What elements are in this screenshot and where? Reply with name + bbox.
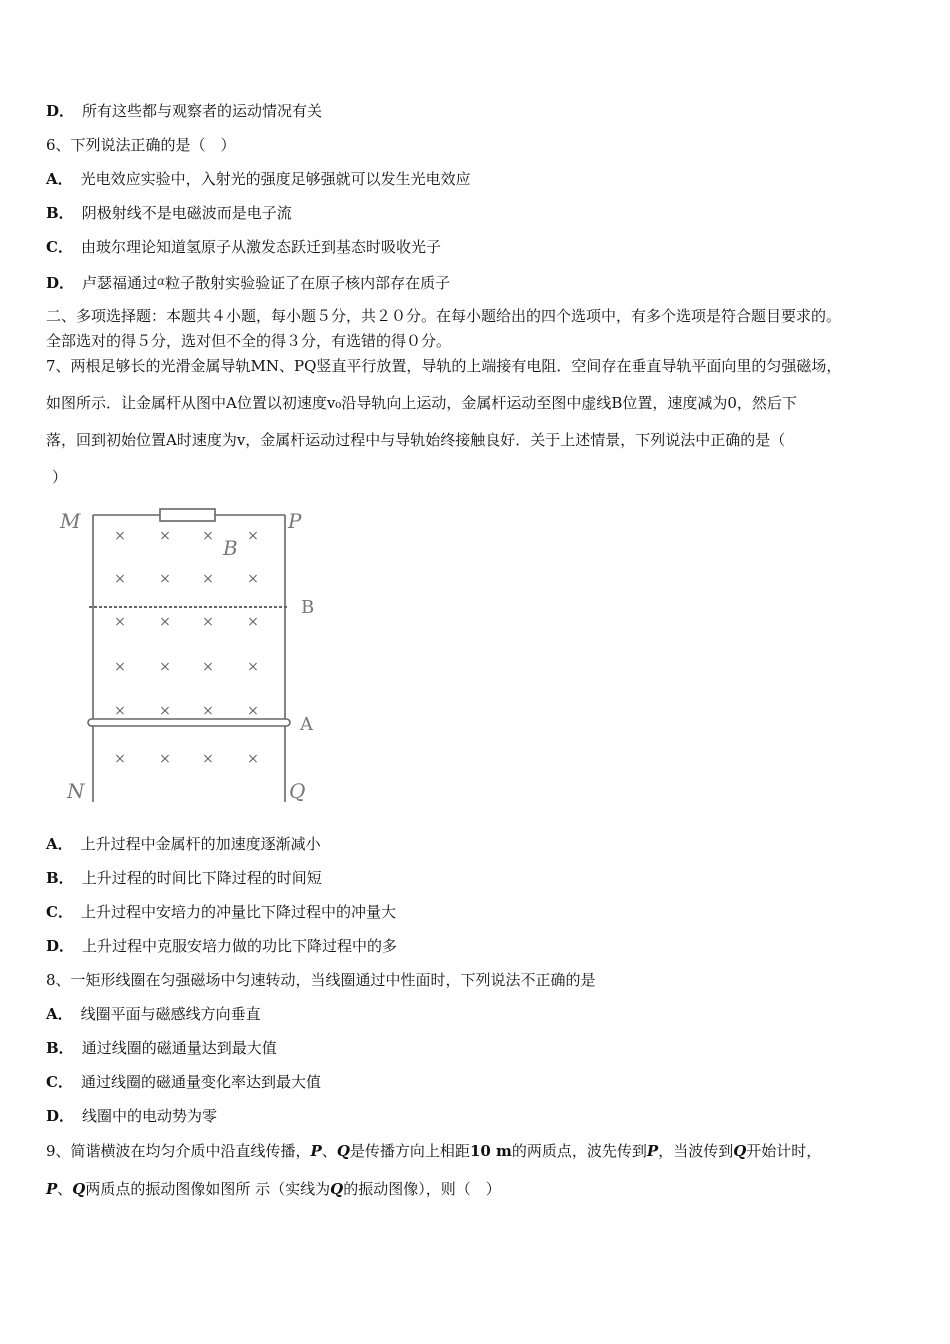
label-p: P [288,509,302,533]
metal-rod [88,719,290,726]
q9-text: 9、简谐横波在均匀介质中沿直线传播， [46,1142,311,1160]
field-cross: × [247,528,259,544]
option-text: 线圈平面与磁感线方向垂直 [80,1005,261,1023]
field-cross: × [247,751,259,767]
point-p: P [646,1142,659,1160]
field-cross: × [114,703,126,719]
option-letter: B． [46,869,74,887]
field-cross: × [202,703,214,719]
point-q: Q [72,1180,86,1198]
label-q: Q [289,779,306,803]
field-cross: × [159,571,171,587]
option-text-before: 卢瑟福通过 [82,274,158,292]
q7-option-a [46,835,321,853]
alpha-symbol: α [157,274,166,288]
option-letter: D． [46,1107,75,1125]
field-cross: × [159,528,171,544]
q9-stem-line1 [46,1142,821,1160]
field-cross: × [159,614,171,630]
q8-option-d [46,1107,217,1125]
label-line-b: B [301,597,315,618]
option-text: 光电效应实验中，入射光的强度足够强就可以发生光电效应 [80,170,471,188]
field-cross: × [247,659,259,675]
section2-line1: 二、多项选择题：本题共４小题，每小题５分，共２０分。在每小题给出的四个选项中，有多个选项是符合题目要求的。 [46,307,842,325]
q9-text: 的两质点，波先传到 [511,1142,647,1160]
q5-option-d [46,102,322,120]
option-letter: B． [46,1039,74,1057]
option-letter: B． [46,204,74,222]
q9-text: 两质点的振动图像如图所 示（实线为 [85,1180,331,1198]
q7-stem-line4: ） [52,468,68,486]
field-cross: × [202,751,214,767]
q8-stem: 8、一矩形线圈在匀强磁场中匀速转动，当线圈通过中性面时，下列说法不正确的是 [46,971,596,989]
section2-line2: 全部选对的得５分，选对但不全的得３分，有选错的得０分。 [46,332,452,350]
label-n: N [67,779,85,803]
option-letter: D． [46,937,75,955]
field-cross: × [159,703,171,719]
option-text: 由玻尔理论知道氢原子从激发态跃迁到基态时吸收光子 [80,238,441,256]
option-letter: A． [46,835,73,853]
separator: 、 [57,1180,73,1198]
point-q: Q [733,1142,747,1160]
option-letter: C． [46,903,73,921]
q7-stem-line2: 如图所示．让金属杆从图中A位置以初速度v₀沿导轨向上运动，金属杆运动至图中虚线B位置，速度减为0，然后下 [46,394,797,412]
q7-stem-line3: 落，回到初始位置A时速度为v，金属杆运动过程中与导轨始终接触良好．关于上述情景，下列说法中正确的是（ [46,431,786,449]
distance: 10 m [469,1142,512,1160]
field-cross: × [247,571,259,587]
q9-text: 开始计时， [746,1142,822,1160]
field-cross: × [159,659,171,675]
field-cross: × [114,659,126,675]
label-m: M [60,509,81,533]
resistor [160,509,215,521]
q6-option-b [46,204,292,222]
option-letter: D． [46,274,75,292]
option-text: 上升过程的时间比下降过程的时间短 [81,869,322,887]
option-text: 阴极射线不是电磁波而是电子流 [81,204,292,222]
option-letter: C． [46,238,73,256]
q8-option-b [46,1039,277,1057]
field-cross: × [202,528,214,544]
point-q: Q [336,1142,350,1160]
label-field-b: B [223,536,238,560]
option-text: 上升过程中安培力的冲量比下降过程中的冲量大 [80,903,396,921]
point-p: P [46,1180,58,1198]
field-cross: × [114,528,126,544]
option-letter: D． [46,102,75,120]
q9-text: ，当波传到 [658,1142,734,1160]
field-cross: × [247,703,259,719]
field-cross: × [202,571,214,587]
q7-option-d [46,937,397,955]
rail-figure [55,500,335,810]
point-q: Q [330,1180,344,1198]
field-cross: × [202,614,214,630]
q7-option-c [46,903,396,921]
option-text: 线圈中的电动势为零 [82,1107,218,1125]
field-cross: × [159,751,171,767]
field-cross: × [202,659,214,675]
field-cross: × [114,571,126,587]
option-text: 上升过程中克服安培力做的功比下降过程中的多 [82,937,398,955]
option-text: 通过线圈的磁通量变化率达到最大值 [80,1073,321,1091]
q6-option-c [46,238,441,256]
q6-option-a [46,170,471,188]
option-text-after: 粒子散射实验验证了在原子核内部存在质子 [165,274,451,292]
field-crosses [114,528,259,767]
option-text: 所有这些都与观察者的运动情况有关 [82,102,323,120]
separator: 、 [321,1142,337,1160]
q7-stem-line1: 7、两根足够长的光滑金属导轨MN、PQ竖直平行放置，导轨的上端接有电阻．空间存在垂直导轨平面向里的匀强磁场， [46,357,842,375]
field-cross: × [114,614,126,630]
option-letter: A． [46,1005,73,1023]
q6-stem: 6、下列说法正确的是（ ） [46,136,236,154]
q6-option-d [46,272,450,292]
point-p: P [310,1142,322,1160]
q8-option-c [46,1073,321,1091]
field-cross: × [114,751,126,767]
q9-stem-line2 [46,1180,501,1198]
option-letter: A． [46,170,73,188]
q9-text: 的振动图像），则（ ） [343,1180,501,1198]
q9-text: 是传播方向上相距 [349,1142,470,1160]
option-text: 通过线圈的磁通量达到最大值 [81,1039,277,1057]
q8-option-a [46,1005,261,1023]
q7-option-b [46,869,322,887]
option-letter: C． [46,1073,73,1091]
field-cross: × [247,614,259,630]
option-text: 上升过程中金属杆的加速度逐渐减小 [80,835,321,853]
label-line-a: A [300,714,313,735]
